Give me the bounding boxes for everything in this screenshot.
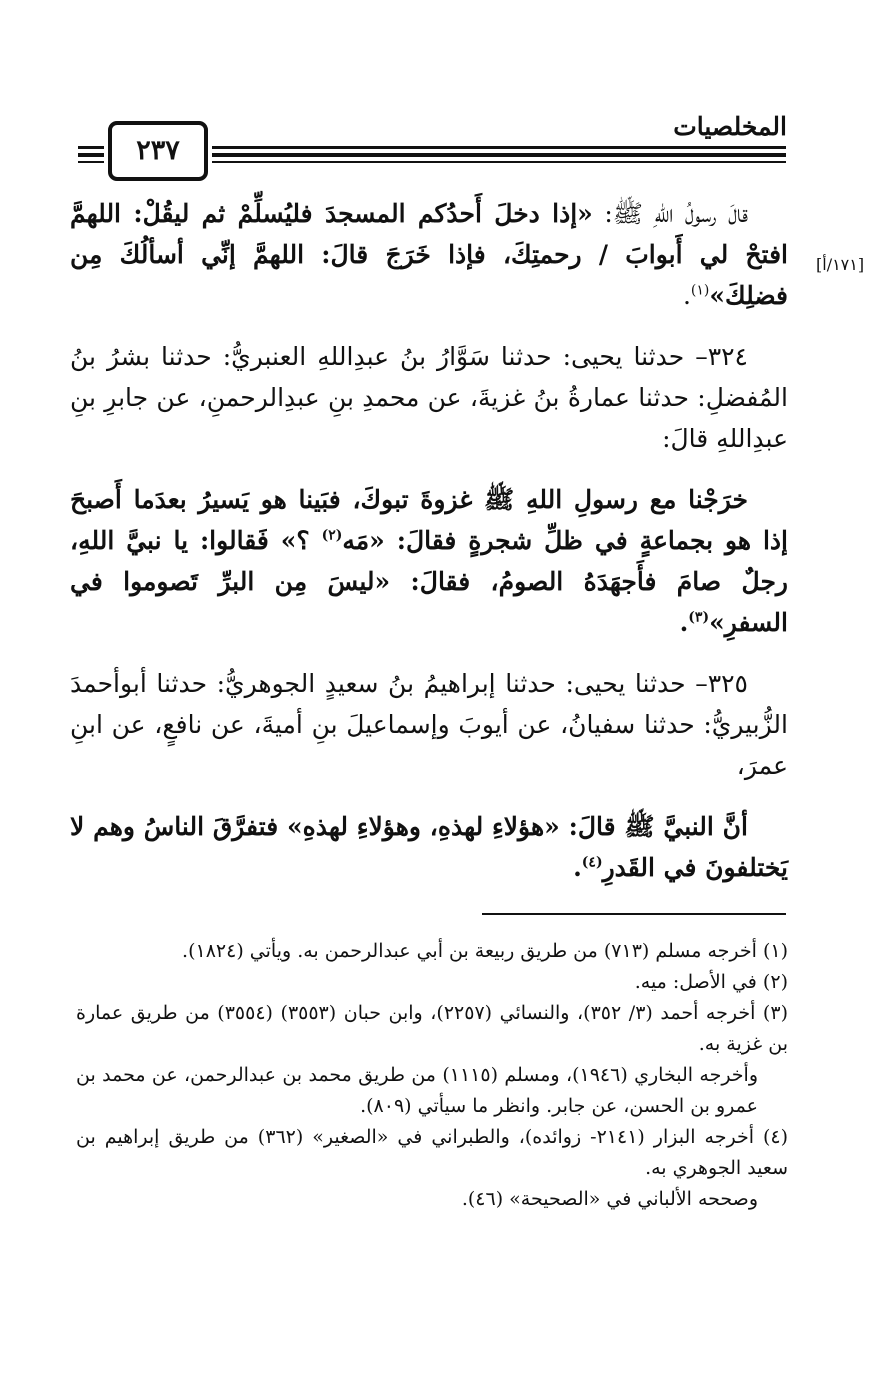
footnote-continuation: وصححه الألباني في «الصحيحة» (٤٦). (461, 1188, 758, 1210)
footnotes (76, 936, 788, 1215)
footnote: (١) أخرجه مسلم (٧١٣) من طريق ربيعة بن أبي عبدالرحمن به. ويأتي (١٨٢٤). (182, 940, 788, 962)
footnote-marker: (١) (690, 282, 710, 299)
hadith-text: أنَّ النبيَّ ﷺ قالَ: «هؤلاءِ لهذهِ، وهؤلاءِ لهذهِ» فتفرَّقَ الناسُ وهم لا يَختلفونَ في القَدرِ (70, 812, 788, 882)
footnote-marker: (٤) (581, 854, 603, 871)
paragraph-prefix: قالَ رسولُ اللهِ ﷺ: (592, 199, 748, 228)
footnote: (٢) في الأصل: ميه. (634, 971, 788, 993)
isnad-paragraph: ٣٢٥– حدثنا يحيى: حدثنا إبراهيمُ بنُ سعيدٍ الجوهريُّ: حدثنا أبوأحمدَ الزُّبيريُّ: حدثنا سفيانُ، عن أيوبَ وإسماعيلَ بنِ أميةَ، عن نافعٍ، عن ابنِ عمرَ، (70, 669, 788, 780)
running-header-title: المخلصيات (673, 112, 787, 141)
footnote-marker: (٣) (688, 609, 710, 626)
footnote-separator (482, 913, 786, 915)
main-text (70, 193, 788, 908)
hadith-paragraph: خرَجْنا مع رسولِ اللهِ ﷺ غزوةَ تبوكَ، فبَينا هو يَسيرُ بعدَما أَصبحَ إذا هو بجماعةٍ في ظلِّ شجرةٍ فقالَ: «مَه$^{(٢)}$ ؟» فَقالوا: يا نبيَّ اللهِ، رجلٌ صامَ فأَجهَدَهُ الصومُ، فقالَ: «ليسَ مِن البرِّ تَصوموا في السفرِ»$^{(٣)}$. (70, 485, 788, 637)
footnote-continuation: وأخرجه البخاري (١٩٤٦)، ومسلم (١١١٥) من طريق محمد بن عبدالرحمن، عن محمد بن عمرو بن الحسن، عن جابر. وانظر ما سيأتي (٨٠٩). (76, 1064, 759, 1117)
paragraph: قالَ رسولُ اللهِ ﷺ: «إذا دخلَ أَحدُكم المسجدَ فليُسلِّمْ ثم ليقُلْ: اللهمَّ افتحْ لي أَبوابَ / رحمتِكَ، فإذا خَرَجَ قالَ: اللهمَّ إنِّي أسألُكَ مِن فضلِكَ»$^{(١)}$. (70, 199, 789, 310)
hadith-quote: «إذا دخلَ أَحدُكم المسجدَ فليُسلِّمْ ثم ليقُلْ: اللهمَّ افتحْ لي أَبوابَ / رحمتِكَ، فإذا خَرَجَ قالَ: اللهمَّ إنِّي أسألُكَ مِن فضلِكَ» (70, 199, 789, 310)
hadith-text: خرَجْنا مع رسولِ اللهِ ﷺ غزوةَ تبوكَ، فبَينا هو يَسيرُ بعدَما أَصبحَ إذا هو بجماعةٍ في ظلِّ شجرةٍ فقالَ: «مَه (70, 485, 788, 555)
footnote-marker: (٢) (321, 527, 343, 544)
hadith-paragraph: أنَّ النبيَّ ﷺ قالَ: «هؤلاءِ لهذهِ، وهؤلاءِ لهذهِ» فتفرَّقَ الناسُ وهم لا يَختلفونَ في القَدرِ$^{(٤)}$. (70, 812, 788, 882)
footnote: (٤) أخرجه البزار (٢١٤١- زوائده)، والطبراني في «الصغير» (٣٦٢) من طريق إبراهيم بن سعيد الجوهري به. (76, 1126, 789, 1179)
hadith-text: ؟» فَقالوا: يا نبيَّ اللهِ، رجلٌ صامَ فأَجهَدَهُ الصومُ، فقالَ: «ليسَ مِن البرِّ تَصوموا في السفرِ» (70, 526, 788, 637)
isnad-paragraph: ٣٢٤– حدثنا يحيى: حدثنا سَوَّارُ بنُ عبدِاللهِ العنبريُّ: حدثنا بشرُ بنُ المُفضلِ: حدثنا عمارةُ بنُ غزيةَ، عن محمدِ بنِ عبدِالرحمنِ، عن جابرِ بنِ عبدِاللهِ قالَ: (70, 342, 788, 453)
page-number: ٢٣٧ (108, 121, 208, 181)
footnote: (٣) أخرجه أحمد (٣/ ٣٥٢)، والنسائي (٢٢٥٧)، وابن حبان (٣٥٥٣) (٣٥٥٤) من طريق عمارة بن غزية به. (76, 1002, 788, 1055)
manuscript-folio-marker: [١٧١/أ] (816, 255, 865, 274)
